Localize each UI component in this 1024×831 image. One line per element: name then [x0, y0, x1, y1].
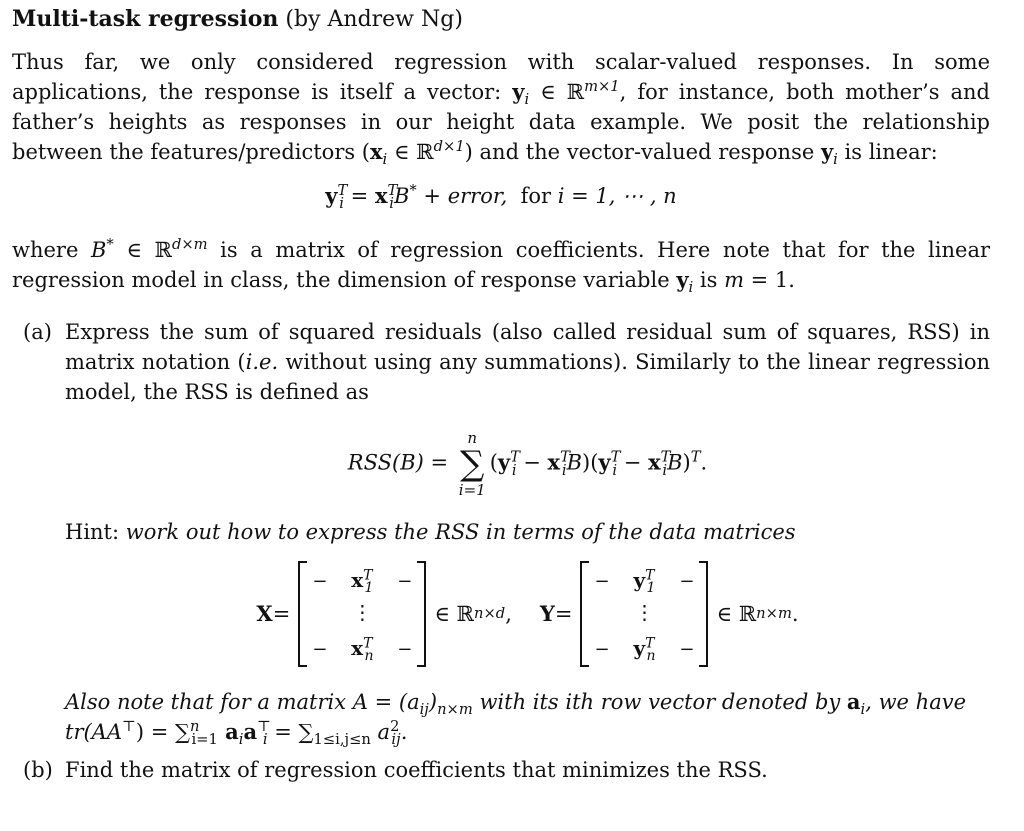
- heading: [12, 4, 990, 35]
- sum-symbol: n ∑ i=1: [458, 429, 486, 499]
- model-equation: $y^T_i = x^T_iB^*$ + error, for i = 1, ⋯ , n: [325, 182, 677, 213]
- part-a: [23, 317, 990, 749]
- part-b-text: Find the matrix of regression coefficients that minimizes the RSS.: [65, 758, 768, 782]
- data-matrices: X = − − $x^T_1$ ⋮ − − $x^T_n$ ∈ ℝ n×d , Y = − − $y^T_1$ ⋮ − − $y^T_n$ ∈ ℝ n×m .: [65, 561, 990, 667]
- part-b: [23, 755, 990, 785]
- document: [12, 4, 990, 785]
- part-a-label: (a): [23, 320, 52, 344]
- matrix-y: − − $y^T_1$ ⋮ − − $y^T_n$: [580, 561, 708, 667]
- heading-title: Multi-task regression: [12, 6, 279, 32]
- matrix-x: − − $x^T_1$ ⋮ − − $x^T_n$: [298, 561, 426, 667]
- part-a-text: Express the sum of squared residuals (also called residual sum of squares, RSS) in matrix notation (i.e. without using any summations). Similarly to the linear regression model, the RSS is defined as: [65, 320, 990, 404]
- rss-equation: RSS(B) = n ∑ i=1 $(y^T_i - x^T_iB)(y^T_i - x^T_iB)^T$.: [347, 429, 708, 499]
- intro-paragraph: Thus far, we only considered regression with scalar-valued responses. In some applications, the response is itself a vector: $y_i$ ∈ ℝ$^{m\times 1}$, for instance, both mother’s and father’s heights as responses in our height data example. We posit the relationship between the features/predictors ($x_i$ ∈ ℝ$^{d\times 1}$) and the vector-valued response $y_i$ is linear:: [12, 50, 990, 169]
- trace-note: Also note that for a matrix $A = (a_{ij})_{n\times m}$ with its ith row vector denoted by $a_i$, we have tr(AA⊤) = ∑$^n_{i=1}$ $a_ia^⊤_i = \sum_{1\le i,j\le n}$ $a^2_{ij}$.: [65, 689, 966, 749]
- part-b-label: (b): [23, 758, 53, 782]
- heading-author: (by Andrew Ng): [285, 7, 463, 32]
- where-paragraph: where B* ∈ ℝ$^{d\times m}$ is a matrix of regression coefficients. Here note that for the linear regression model in class, the dimension of response variable $y_i$ is m = 1.: [12, 236, 991, 297]
- hint: Hint: work out how to express the RSS in terms of the data matrices: [65, 520, 796, 544]
